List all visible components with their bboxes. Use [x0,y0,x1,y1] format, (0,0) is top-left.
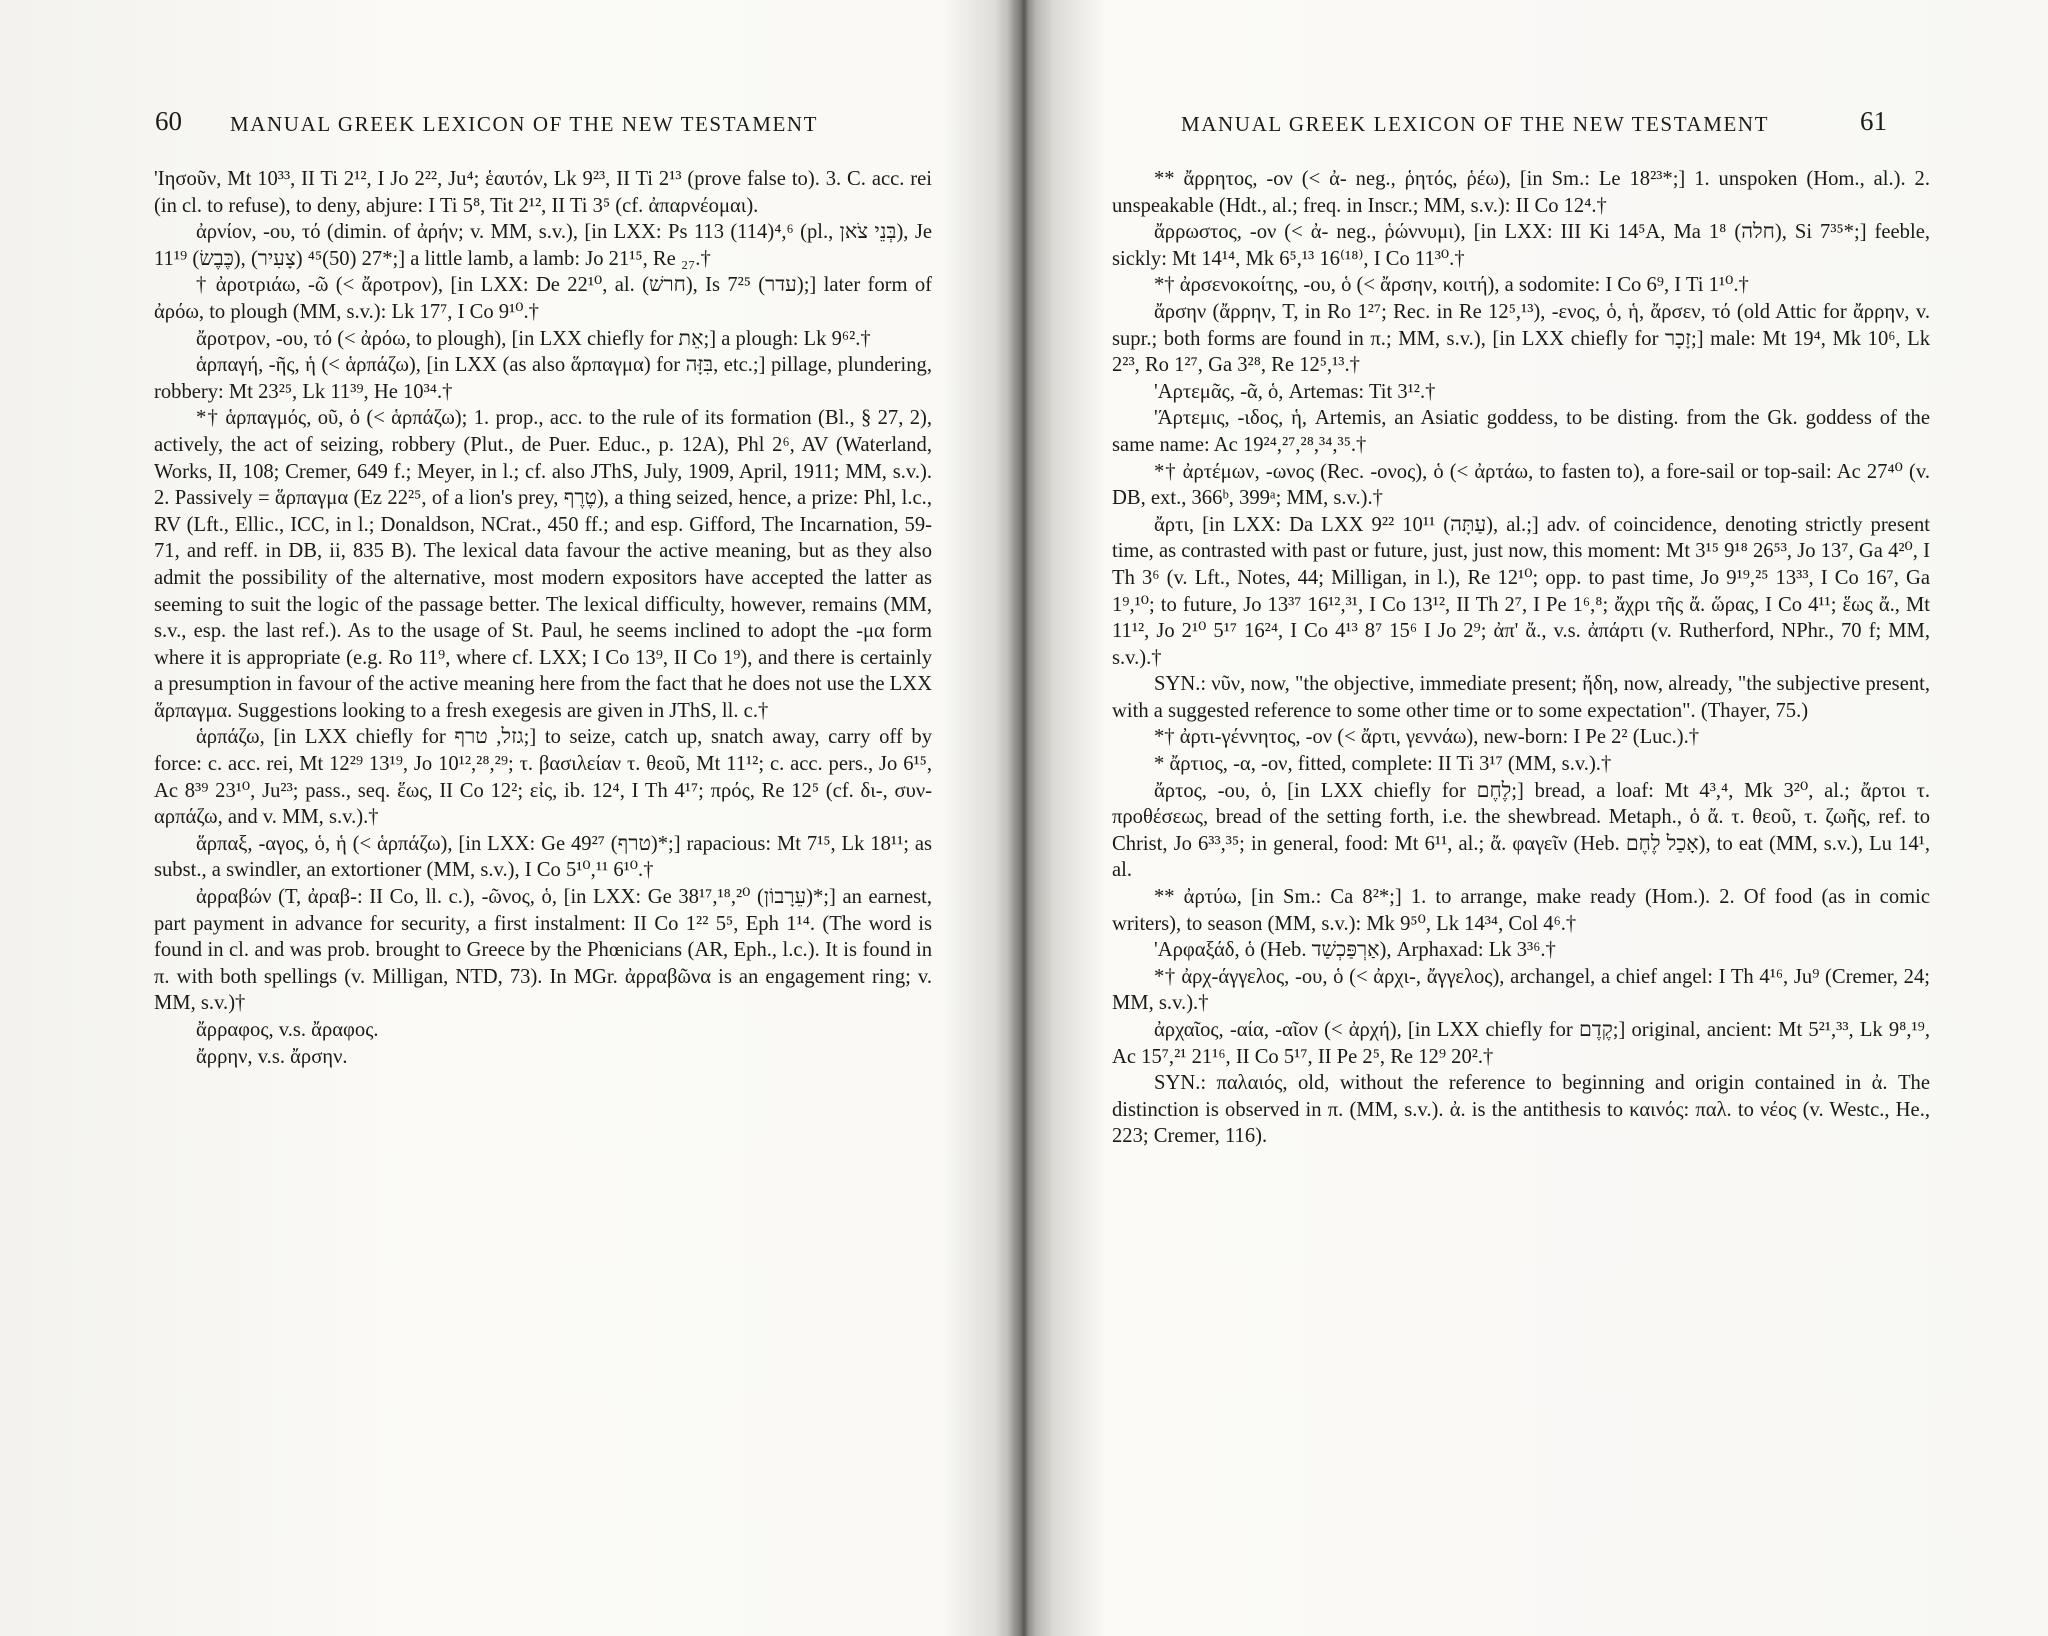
lexicon-entry: *† ἀρσενοκοίτης, -ου, ὁ (< ἄρσην, κοιτή), a sodomite: I Co 6⁹, I Ti 1¹⁰.† [1154,274,1749,297]
lexicon-entry: ἁρπαγή, -ῆς, ἡ (< ἁρπάζω), [in LXX (as also ἅρπαγμα) for בִּזָּה, etc.;] pillage, plundering, robbery: Mt 23²⁵, Lk 11³⁹, He 10³⁴.† [154,354,932,403]
page-number: 60 [155,106,182,136]
lexicon-entry: ἁρπάζω, [in LXX chiefly for גזל, טרף;] to seize, catch up, snatch away, carry off by force: c. acc. rei, Mt 12²⁹ 13¹⁹, Jo 10¹²,²⁸,²⁹; τ. βασιλείαν τ. θεοῦ, Mt 11¹²; c. acc. pers., Jo 6¹⁵, Ac 8³⁹ 23¹⁰, Ju²³; pass., seq. ἕως, II Co 12²; εἰς, ib. 12⁴, I Th 4¹⁷; πρός, Re 12⁵ (cf. δι-, συν-αρπάζω, and v. MM, s.v.).† [154,726,932,829]
lexicon-entry: *† ἁρπαγμός, οῦ, ὁ (< ἁρπάζω); 1. prop., acc. to the rule of its formation (Bl., § 27, 2), actively, the act of seizing, robbery (Plut., de Puer. Educ., p. 12A), Phl 2⁶, AV (Waterland, Works, II, 108; Cremer, 649 f.; Meyer, in l.; cf. also JThS, July, 1909, April, 1911; MM, s.v.). 2. Passively = ἅρπαγμα (Ez 22²⁵, of a lion's prey, טֶרֶף), a thing seized, hence, a prize: Phl, l.c., RV (Lft., Ellic., ICC, in l.; Donaldson, NCrat., 450 ff.; and esp. Gifford, The Incarnation, 59-71, and reff. in DB, ii, 835 B). The lexical data favour the active meaning, but as they also admit the possibility of the alternative, most modern expositors have accepted the latter as seeming to suit the logic of the passage better. The lexical difficulty, however, remains (MM, s.v., esp. the last ref.). As to the usage of St. Paul, he seems inclined to adopt the -μα form where it is appropriate (e.g. Ro 11⁹, where cf. LXX; I Co 13⁹, II Co 1⁹), and there is certainly a presumption in favour of the active meaning here from the fact that he does not use the LXX ἅρπαγμα. Suggestions looking to a fresh exegesis are given in JThS, ll. c.† [154,407,932,722]
lexicon-entry: *† ἀρχ-άγγελος, -ου, ὁ (< ἀρχι-, ἄγγελος), archangel, a chief angel: I Th 4¹⁶, Ju⁹ (Cremer, 24; MM, s.v.).† [1112,965,1930,1015]
lexicon-entry: 'Ιησοῦν, Mt 10³³, II Ti 2¹², I Jo 2²², Ju⁴; ἑαυτόν, Lk 9²³, II Ti 2¹³ (prove false to). 3. C. acc. rei (in cl. to refuse), to deny, abjure: I Ti 5⁸, Tit 2¹², II Ti 3⁵ (cf. ἀπαρνέομαι). [154,168,932,217]
lexicon-entry: ἅρπαξ, -αγος, ὁ, ἡ (< ἁρπάζω), [in LXX: Ge 49²⁷ (טרף)*;] rapacious: Mt 7¹⁵, Lk 18¹¹; as subst., a swindler, an extortioner (MM, s.v.), I Co 5¹⁰,¹¹ 6¹⁰.† [154,832,932,882]
lexicon-entry: ἄρτι, [in LXX: Da LXX 9²² 10¹¹ (עַתָּה), al.;] adv. of coincidence, denoting strictly present time, as contrasted with past or future, just, just now, this moment: Mt 3¹⁵ 9¹⁸ 26⁵³, Jo 13⁷, Ga 4²⁰, I Th 3⁶ (v. Lft., Notes, 44; Milligan, in l.), Re 12¹⁰; opp. to past time, Jo 9¹⁹,²⁵ 13³³, I Co 16⁷, Ga 1⁹,¹⁰; to future, Jo 13³⁷ 16¹²,³¹, I Co 13¹², II Th 2⁷, I Pe 1⁶,⁸; ἄχρι τῆς ἄ. ὥρας, I Co 4¹¹; ἕως ἄ., Mt 11¹², Jo 2¹⁰ 5¹⁷ 16²⁴, I Co 4¹³ 8⁷ 15⁶ I Jo 2⁹; ἀπ' ἄ., v.s. ἀπάρτι (v. Rutherford, NPhr., 70 f; MM, s.v.).† [1112,513,1930,669]
lexicon-entry: ἀρραβών (T, ἀραβ-: II Co, ll. c.), -ῶνος, ὁ, [in LXX: Ge 38¹⁷,¹⁸,²⁰ (עֵרָבוֹן)*;] an earnest, part payment in advance for security, a first instalment: II Co 1²² 5⁵, Eph 1¹⁴. (The word is found in cl. and was prob. brought to Greece by the Phœnicians (AR, Eph., l.c.). It is found in π. with both spellings (v. Milligan, NTD, 73). In MGr. ἀρραβῶνα is an engagement ring; v. MM, s.v.)† [154,886,932,1015]
lexicon-entry: ἄρτος, -ου, ὁ, [in LXX chiefly for לֶחֶם;] bread, a loaf: Mt 4³,⁴, Mk 3²⁰, al.; ἄρτοι τ. προθέσεως, bread of the setting forth, i.e. the shewbread. Metaph., ὁ ἄ. τ. θεοῦ, τ. ζωῆς, ref. to Christ, Jo 6³³,³⁵; in general, food: Mt 6¹¹, al.; ἄ. φαγεῖν (Heb. אָכַל לֶחֶם), to eat (MM, s.v.), Lu 14¹, al. [1112,779,1930,882]
lexicon-entry: ἀρνίον, -ου, τό (dimin. of ἀρήν; v. MM, s.v.), [in LXX: Ps 113 (114)⁴,⁶ (pl., בְּנֵי צֹאן), Je 11¹⁹ (כֶּבֶשׂ), 27 (50)⁴⁵ (צָעִיר)*;] a little lamb, a lamb: Jo 21¹⁵, Re ₂₇.† [154,221,932,270]
lexicon-entry: *† ἀρτι-γέννητος, -ον (< ἄρτι, γεννάω), new-born: I Pe 2² (Luc.).† [1154,726,1700,749]
syn-note: SYN.: παλαιός, old, without the reference to beginning and origin contained in ἀ. The distinction is observed in π. (MM, s.v.). ἀ. is the antithesis to καινός: παλ. to νέος (v. Westc., He., 223; Cremer, 116). [1112,1072,1930,1148]
lexicon-entry: 'Αρτεμᾶς, -ᾶ, ὁ, Artemas: Tit 3¹².† [1154,380,1436,403]
lexicon-entry: * ἄρτιος, -α, -ον, fitted, complete: II Ti 3¹⁷ (MM, s.v.).† [1154,753,1612,776]
lexicon-entry: 'Αρφαξάδ, ὁ (Heb. אַרְפַּכְשַׁד), Arphaxad: Lk 3³⁶.† [1154,939,1556,962]
lexicon-entry: ἄρρην, v.s. ἄρσην. [196,1045,348,1068]
lexicon-entry: ** ἄρρητος, -ον (< ἀ- neg., ῥητός, ῥέω), [in Sm.: Le 18²³*;] 1. unspoken (Hom., al.). 2. unspeakable (Hdt., al.; freq. in Inscr.; MM, s.v.): II Co 12⁴.† [1112,168,1930,217]
lexicon-entry: ἄρραφος, v.s. ἄραφος. [196,1019,379,1041]
running-head: MANUAL GREEK LEXICON OF THE NEW TESTAMENT [1181,112,1770,136]
lexicon-entry: 'Άρτεμις, -ιδος, ἡ, Artemis, an Asiatic goddess, to be disting. from the Gk. goddess of the same name: Ac 19²⁴,²⁷,²⁸,³⁴,³⁵.† [1112,407,1930,456]
running-head: MANUAL GREEK LEXICON OF THE NEW TESTAMENT [230,112,819,136]
lexicon-column [1112,166,1930,1150]
lexicon-entry: ἄρσην (ἄρρην, T, in Ro 1²⁷; Rec. in Re 12⁵,¹³), -ενος, ὁ, ἡ, ἄρσεν, τό (old Attic for ἄρρην, v. supr.; both forms are found in π.; MM, s.v.), [in LXX chiefly for זָכָר;] male: Mt 19⁴, Mk 10⁶, Lk 2²³, Ro 1²⁷, Ga 3²⁸, Re 12⁵,¹³.† [1112,300,1930,377]
lexicon-entry: ἄροτρον, -ου, τό (< ἀρόω, to plough), [in LXX chiefly for אֵת;] a plough: Lk 9⁶².† [196,327,871,350]
lexicon-entry: *† ἀρτέμων, -ωνος (Rec. -ονος), ὁ (< ἀρτάω, to fasten to), a fore-sail or top-sail: Ac 27⁴⁰ (v. DB, ext., 366ᵇ, 399ᵃ; MM, s.v.).† [1112,460,1930,510]
syn-note: SYN.: νῦν, now, "the objective, immediate present; ἤδη, now, already, "the subjective present, with a suggested reference to some other time or to some expectation". (Thayer, 75.) [1112,673,1930,722]
page-number: 61 [1860,106,1887,136]
lexicon-entry: † ἀροτριάω, -ῶ (< ἄροτρον), [in LXX: De 22¹⁰, al. (חרשׁ), Is 7²⁵ (עדר);] later form of ἀρόω, to plough (MM, s.v.): Lk 17⁷, I Co 9¹⁰.† [154,274,932,323]
lexicon-entry: ἀρχαῖος, -αία, -αῖον (< ἀρχή), [in LXX chiefly for קֶדֶם;] original, ancient: Mt 5²¹,³³, Lk 9⁸,¹⁹, Ac 15⁷,²¹ 21¹⁶, II Co 5¹⁷, II Pe 2⁵, Re 12⁹ 20².† [1112,1019,1930,1068]
right-page [1030,0,2048,1636]
lexicon-column [154,166,932,1070]
left-page [0,0,1018,1636]
lexicon-entry: ἄρρωστος, -ον (< ἀ- neg., ῥώννυμι), [in LXX: III Ki 14⁵A, Ma 1⁸ (חלה), Si 7³⁵*;] feeble, sickly: Mt 14¹⁴, Mk 6⁵,¹³ 16⁽¹⁸⁾, I Co 11³⁰.† [1112,221,1930,270]
lexicon-entry: ** ἀρτύω, [in Sm.: Ca 8²*;] 1. to arrange, make ready (Hom.). 2. Of food (as in comic writers), to season (MM, s.v.): Mk 9⁵⁰, Lk 14³⁴, Col 4⁶.† [1112,886,1930,935]
